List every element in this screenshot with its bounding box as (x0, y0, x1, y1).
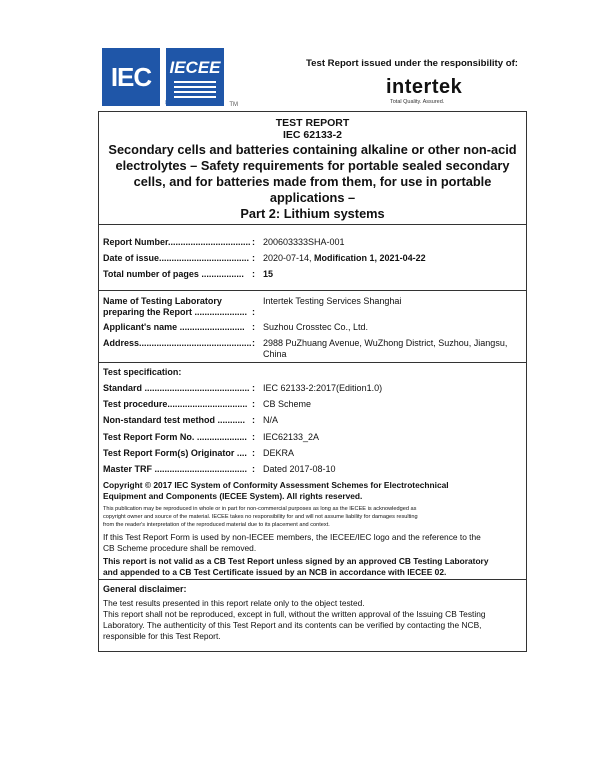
disclaimer-text (103, 598, 521, 642)
colon: : (252, 322, 255, 332)
colon: : (252, 415, 255, 425)
non-member-notice (103, 532, 521, 554)
fine-print-line: copyright owner and source of the material. IECEE takes no responsibility for and will not assume liability for damages resulting (103, 514, 418, 520)
standard-label: Standard .......................................... (103, 383, 250, 393)
applicant-name: Suzhou Crosstec Co., Ltd. (263, 322, 369, 332)
iec-logo-text: IEC (110, 61, 152, 92)
colon: : (252, 399, 255, 409)
divider (98, 290, 527, 291)
trf-number-value: IEC62133_2A (263, 432, 320, 442)
report-number-label: Report Number................................. (103, 237, 251, 247)
report-number: 200603333SHA-001 (263, 237, 345, 247)
trf-number-label: Test Report Form No. .................... (103, 432, 247, 442)
validity-line: This report is not valid as a CB Test Report unless signed by an approved CB Testing Laboratory (103, 556, 489, 566)
iec-logo (102, 48, 160, 106)
fine-print-line: from the reader's interpretation of the reproduced material due to its placement and context. (103, 522, 330, 528)
colon: : (252, 253, 255, 263)
header-logos (102, 48, 262, 110)
divider (98, 579, 527, 580)
copyright-line: Copyright © 2017 IEC System of Conformity Assessment Schemes for Electrotechnical (103, 480, 449, 490)
non-standard-method-label: Non-standard test method ........... (103, 415, 246, 425)
colon: : (252, 307, 255, 317)
colon: : (252, 338, 255, 348)
colon: : (252, 237, 255, 247)
colon: : (252, 464, 255, 474)
colon: : (252, 432, 255, 442)
test-procedure-value: CB Scheme (263, 399, 312, 409)
trademark-mark: TM (229, 102, 238, 108)
colon: : (252, 448, 255, 458)
master-trf-label: Master TRF ..................................... (103, 464, 248, 474)
iecee-logo (166, 48, 238, 108)
disclaimer-line: This report shall not be reproduced, except in full, without the written approval of the Issuing CB Testing (103, 609, 486, 619)
report-title (98, 142, 527, 222)
test-procedure-label: Test procedure................................ (103, 399, 248, 409)
total-pages-label: Total number of pages ................. (103, 269, 244, 279)
address-label: Address............................................. (103, 338, 252, 348)
date-of-issue (263, 253, 426, 263)
testing-lab-name: Intertek Testing Services Shanghai (263, 296, 402, 306)
title-part: Part 2: Lithium systems (240, 206, 385, 221)
colon: : (252, 269, 255, 279)
title-line: cells, and for batteries made from them, for use in portable (133, 174, 492, 189)
fine-print-line: This publication may be reproduced in whole or in part for non-commercial purposes as long as the IECEE is acknowledged as (103, 506, 417, 512)
address-line: China (263, 349, 287, 359)
intertek-logo: intertek (386, 76, 463, 98)
title-line: electrolytes – Safety requirements for portable sealed secondary (115, 158, 510, 173)
copyright-line: Equipment and Components (IECEE System). All rights reserved. (103, 491, 363, 501)
disclaimer-line: The test results presented in this report relate only to the object tested. (103, 598, 365, 608)
total-pages: 15 (263, 269, 274, 279)
applicant-label: Applicant's name .......................... (103, 322, 245, 332)
report-standard: IEC 62133-2 (283, 129, 342, 141)
test-spec-heading: Test specification: (103, 367, 182, 377)
reproduction-notice (103, 505, 521, 529)
standard-value: IEC 62133-2:2017(Edition1.0) (263, 383, 383, 393)
disclaimer-line: responsible for this Test Report. (103, 631, 221, 641)
trf-originator-label: Test Report Form(s) Originator .... (103, 448, 247, 458)
disclaimer-heading: General disclaimer: (103, 584, 187, 594)
validity-line: and appended to a CB Test Certificate issued by an NCB in accordance with IECEE 02. (103, 567, 447, 577)
address-line: 2988 PuZhuang Avenue, WuZhong District, Suzhou, Jiangsu, (263, 338, 508, 348)
modification: Modification 1, 2021-04-22 (314, 253, 426, 263)
iecee-logo-text: IECEE (169, 58, 221, 77)
divider (98, 362, 527, 363)
title-line: applications – (269, 190, 356, 205)
testing-lab-label-cont: preparing the Report ..................... (103, 307, 248, 317)
testing-lab-label: Name of Testing Laboratory (103, 296, 222, 306)
validity-notice (103, 556, 521, 578)
non-standard-method-value: N/A (263, 415, 279, 425)
master-trf-value: Dated 2017-08-10 (263, 464, 336, 474)
divider (98, 224, 527, 225)
disclaimer-line: Laboratory. The authenticity of this Test Report and its contents can be verified by contacting the NCB, (103, 620, 482, 630)
notice-line: CB Scheme procedure shall be removed. (103, 543, 257, 553)
issue-date: 2020-07-14, (263, 253, 315, 263)
issued-under-text: Test Report issued under the responsibility of: (306, 58, 518, 69)
intertek-tagline: Total Quality. Assured. (390, 99, 445, 105)
iecee-stripes-graphic (174, 80, 216, 98)
notice-line: If this Test Report Form is used by non-IECEE members, the IECEE/IEC logo and the reference to the (103, 532, 481, 542)
copyright-notice (103, 480, 521, 502)
trf-originator-value: DEKRA (263, 448, 295, 458)
report-type: TEST REPORT (275, 117, 350, 129)
date-of-issue-label: Date of issue.................................... (103, 253, 250, 263)
colon: : (252, 383, 255, 393)
title-line: Secondary cells and batteries containing alkaline or other non-acid (108, 142, 517, 157)
